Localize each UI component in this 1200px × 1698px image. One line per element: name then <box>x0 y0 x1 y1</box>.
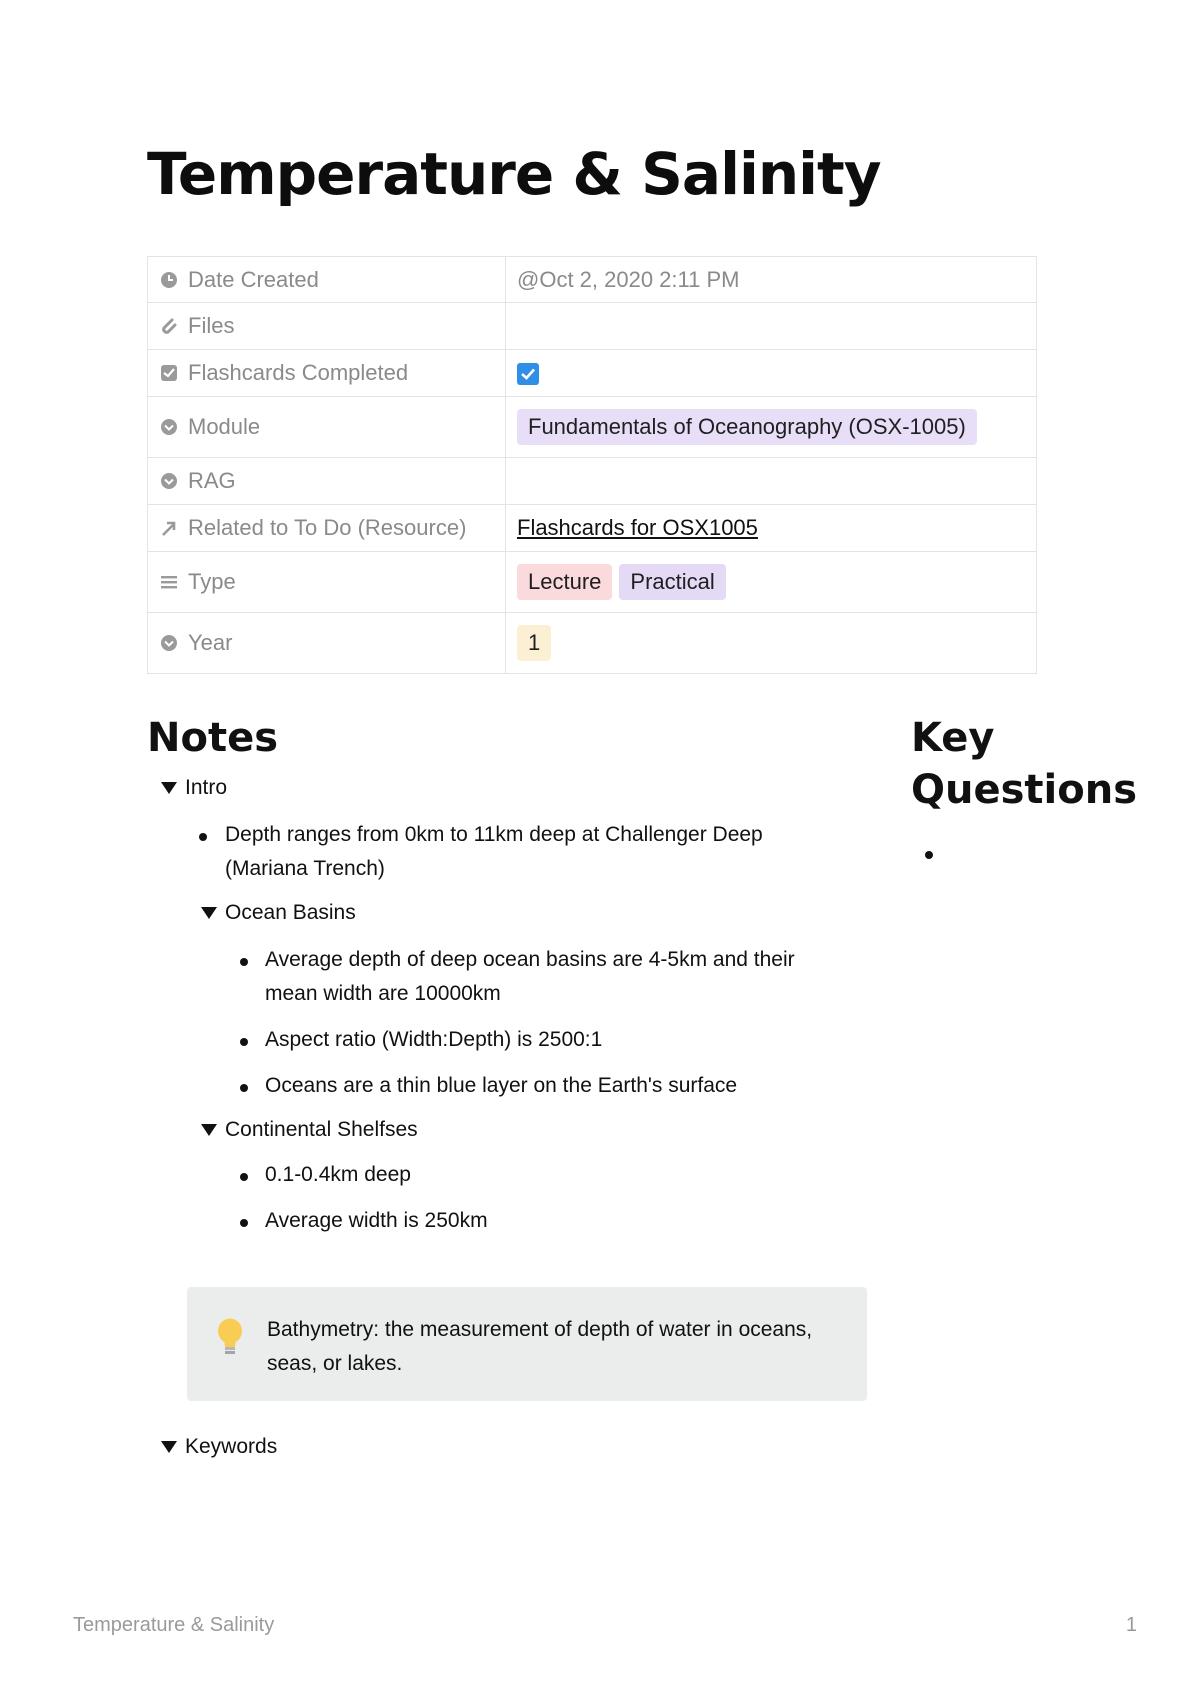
property-row-type <box>148 552 1037 613</box>
module-tag[interactable]: Fundamentals of Oceanography (OSX-1005) <box>517 409 977 445</box>
notes-column <box>147 712 867 1238</box>
date-created-value[interactable]: @Oct 2, 2020 2:11 PM <box>506 257 1037 303</box>
toggle-triangle-icon[interactable] <box>201 1124 217 1136</box>
property-row-rag <box>148 458 1037 505</box>
property-label: Date Created <box>188 266 319 292</box>
page-number: 1 <box>1125 1614 1137 1636</box>
property-row-files <box>148 303 1037 350</box>
property-row-date-created <box>148 257 1037 303</box>
select-icon <box>159 633 179 653</box>
property-label: Year <box>188 630 233 655</box>
toggle-keywords[interactable] <box>161 1432 277 1462</box>
toggle-continental-shelves[interactable] <box>201 1115 867 1145</box>
related-resource-link[interactable]: Flashcards for OSX1005 <box>517 515 758 540</box>
arrow-up-right-icon <box>159 518 179 538</box>
property-label: RAG <box>188 468 236 493</box>
toggle-triangle-icon[interactable] <box>161 1441 177 1453</box>
files-value[interactable] <box>506 303 1037 350</box>
bullet-icon <box>199 833 207 841</box>
callout-bathymetry <box>187 1287 867 1401</box>
property-row-year <box>148 613 1037 674</box>
list-icon <box>159 572 179 592</box>
property-label: Module <box>188 414 261 439</box>
callout-text: Bathymetry: the measurement of depth of water in oceans, seas, or lakes. <box>267 1318 813 1375</box>
toggle-label: Intro <box>185 776 228 799</box>
continental-shelves-bullets <box>240 1158 867 1238</box>
bullet-icon <box>925 851 933 859</box>
type-tag-lecture[interactable]: Lecture <box>517 564 612 600</box>
toggle-label: Ocean Basins <box>225 901 356 924</box>
ocean-basins-bullets <box>240 943 867 1103</box>
type-tag-practical[interactable]: Practical <box>619 564 725 600</box>
list-item: Depth ranges from 0km to 11km deep at Challenger Deep (Mariana Trench) <box>199 818 845 886</box>
toggle-intro[interactable] <box>161 773 867 803</box>
bullet-icon <box>240 1173 248 1181</box>
property-label: Files <box>188 313 235 338</box>
footer-title: Temperature & Salinity <box>73 1614 275 1636</box>
list-item: Average depth of deep ocean basins are 4-5km and their mean width are 10000km <box>240 943 845 1011</box>
key-questions-column <box>911 712 1138 870</box>
select-icon <box>159 417 179 437</box>
list-item: Oceans are a thin blue layer on the Earth's surface <box>240 1069 867 1103</box>
property-row-module <box>148 397 1037 458</box>
list-item: Aspect ratio (Width:Depth) is 2500:1 <box>240 1023 867 1057</box>
toggle-triangle-icon[interactable] <box>201 907 217 919</box>
key-questions-bullets <box>925 836 1061 870</box>
rag-value[interactable] <box>506 458 1037 505</box>
property-row-related-to-do <box>148 505 1037 552</box>
bullet-icon <box>240 958 248 966</box>
bullet-icon <box>240 1084 248 1092</box>
list-item: Average width is 250km <box>240 1204 867 1238</box>
properties-table <box>147 256 1037 674</box>
bullet-icon <box>240 1219 248 1227</box>
toggle-label: Continental Shelfses <box>225 1118 418 1141</box>
list-item: 0.1-0.4km deep <box>240 1158 867 1192</box>
select-icon <box>159 471 179 491</box>
toggle-ocean-basins[interactable] <box>201 898 867 928</box>
list-item[interactable] <box>925 836 1061 870</box>
property-label: Flashcards Completed <box>188 360 409 385</box>
checkbox-icon <box>159 363 179 383</box>
flashcards-completed-checkbox[interactable] <box>517 363 539 385</box>
year-tag[interactable]: 1 <box>517 625 551 661</box>
lightbulb-icon <box>215 1317 245 1362</box>
toggle-triangle-icon[interactable] <box>161 782 177 794</box>
toggle-label: Keywords <box>185 1435 278 1458</box>
property-label: Type <box>188 569 236 594</box>
property-label: Related to To Do (Resource) <box>188 515 467 540</box>
notes-heading: Notes <box>147 715 279 761</box>
intro-bullets <box>199 818 867 886</box>
property-row-flashcards-completed <box>148 350 1037 397</box>
key-questions-heading: Key Questions <box>911 715 1138 813</box>
paperclip-icon <box>159 316 179 336</box>
bullet-icon <box>240 1038 248 1046</box>
page-title: Temperature & Salinity <box>147 140 881 208</box>
clock-icon <box>159 270 179 290</box>
